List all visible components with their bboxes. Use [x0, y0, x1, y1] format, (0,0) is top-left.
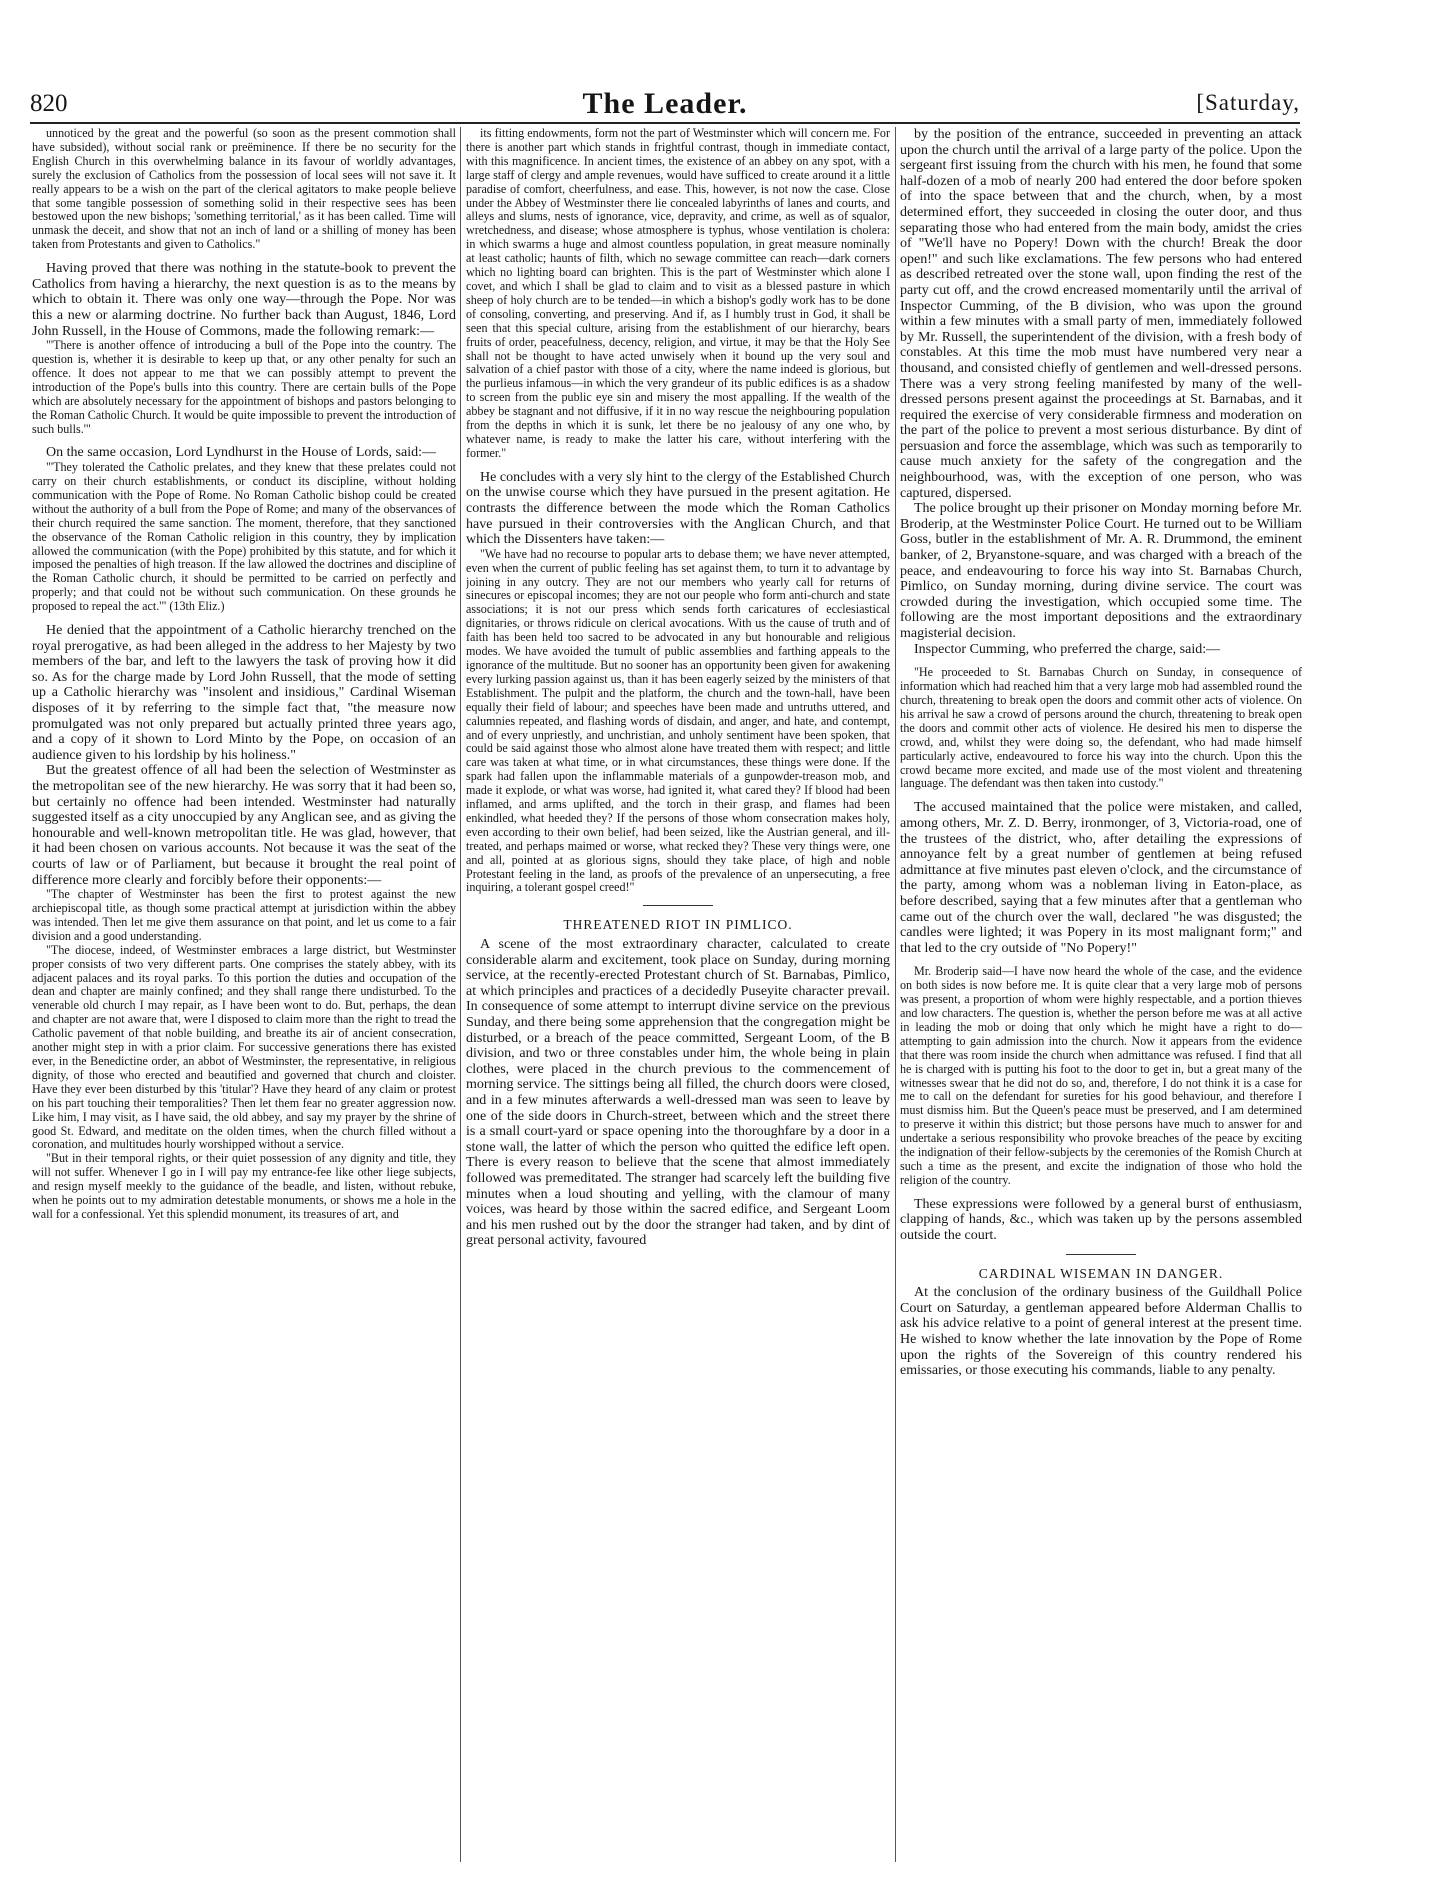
section-heading: THREATENED RIOT IN PIMLICO.: [563, 917, 793, 933]
paragraph: "'There is another offence of introducing a bull of the Pope into the country. The question is, whether it is desirable to keep up that, or any other penalty for such an offence. It does not appear to me that we can possibly attempt to prevent the introduction of the Pope's bulls into this country. There are certain bulls of the Pope which are absolutely necessary for the appointment of bishops and pastors belonging to the Roman Catholic Church. It would be quite impossible to prevent the introduction of such bulls.'": [32, 338, 456, 436]
column-divider: [460, 127, 461, 1862]
paragraph: "The chapter of Westminster has been the first to protest against the new archiepiscopal title, as though some practical attempt at jurisdiction within the abbey was intended. Then let me give them assurance on that point, and let us come to a fair division and a good understanding.: [32, 887, 456, 943]
article-column-2: [466, 127, 890, 1862]
article-column-3: [900, 127, 1302, 1862]
paragraph: Mr. Broderip said—I have now heard the whole of the case, and the evidence on both sides is now before me. It is quite clear that a very large mob of persons was present, a proportion of whom were highly respectable, and a portion thieves and low characters. The question is, whether the person before me was at all active in leading the mob or doing that only which he might have a right to do—attempting to gain admission into the church. Now it appears from the evidence that there was room inside the church when admittance was refused. I find that all he is charged with is putting his foot to the door to get in, but a great many of the witnesses swear that he did not do so, and, therefore, I do not think it is a case for me to call on the defendant for sureties for his good behaviour, and therefore I must dismiss him. But the Queen's peace must be preserved, and I am determined to preserve it within this district; but those persons have much to answer for and undertake a serious responsibility who provoke breaches of the peace by exciting the indignation of their fellow-subjects by the ceremonies of the Romish Church at such a time as the present, and excite the indignation of those who hold the religion of the country.: [900, 964, 1302, 1187]
paragraph: "The diocese, indeed, of Westminster embraces a large district, but Westminster proper consists of two very different parts. One comprises the stately abbey, with its adjacent palaces and its royal parks. To this portion the duties and occupation of the dean and chapter are mainly confined; and they shall range there undisturbed. To the venerable old church I may repair, as I have been wont to do. But, perhaps, the dean and chapter are not aware that, were I disposed to claim more than the right to tread the Catholic pavement of that noble building, and breathe its air of ancient consecration, another might step in with a prior claim. For successive generations there has existed ever, in the Benedictine order, an abbot of Westminster, the representative, in religious dignity, of those who erected and beautified and governed that church and cloister. Have they ever been disturbed by this 'titular'? Have they heard of any claim or protest on his part touching their temporalities? Then let them fear no greater aggression now. Like him, I may visit, as I have said, the old abbey, and say my prayer by the shrine of good St. Edward, and meditate on the olden times, when the church filled without a coronation, and multitudes hourly worshipped without a service.: [32, 942, 456, 1152]
paragraph: But the greatest offence of all had been the selection of Westminster as the metropolitan see of the new hierarchy. He was sorry that it had been so, but certainly no offence had been intended. Westminster had naturally suggested itself as a city unoccupied by any Anglican see, and as giving the honourable and well-known metropolitan title. He was glad, however, that it had been chosen on various accounts. Not because it was the seat of the courts of law or of Parliament, but because it brought the real point of difference more clearly and forcibly before their opponents:—: [32, 763, 456, 888]
issue-day: [Saturday,: [1196, 90, 1300, 115]
paragraph: unnoticed by the great and the powerful (so soon as the present commotion shall have subsided), without social rank or preëminence. If there be no security for the English Church in this overwhelming balance in its favour of worldly advantages, surely the exclusion of Catholics from the possession of local sees will not save it. It really appears to be a wish on the part of the clerical agitators to make people believe that some tangible possession of something solid in their respective sees has been bestowed upon the new bishops; 'something territorial,' as it has been called. Time will unmask the deceit, and show that not an inch of land or a shilling of money has been taken from Protestants and given to Catholics.": [32, 127, 456, 252]
paragraph: The police brought up their prisoner on Monday morning before Mr. Broderip, at the Westminster Police Court. He turned out to be William Goss, butler in the establishment of Mr. A. R. Drummond, the eminent banker, of 2, Bryanstone-square, and was charged with a breach of the peace, and endeavouring to force his way into St. Barnabas Church, Pimlico, on Sunday morning, during divine service. The court was crowded during the investigation, which occupied some time. The following are the most important depositions and the extraordinary magisterial decision.: [900, 501, 1302, 641]
paragraph: "But in their temporal rights, or their quiet possession of any dignity and title, they will not suffer. Whenever I go in I will pay my entrance-fee like other liege subjects, and resign myself meekly to the guidance of the beadle, and listen, without rebuke, when he points out to my admiration detestable monuments, or shows me a hole in the wall for a confessional. Yet this splendid monument, its treasures of art, and: [32, 1151, 456, 1221]
paragraph: He denied that the appointment of a Catholic hierarchy trenched on the royal prerogative, as had been alleged in the address to her Majesty by two members of the bar, and left to the lawyers the task of proving how it did so. As for the charge made by Lord John Russell, that the mode of setting up a Catholic hierarchy was "insolent and insidious," Cardinal Wiseman disposes of it by referring to the simple fact that, "the measure now promulgated was not only prepared but actually printed three years ago, and a copy of it shown to Lord Minto by the Pope, on occasion of an audience given to his lordship by his holiness.": [32, 623, 456, 763]
paragraph: At the conclusion of the ordinary business of the Guildhall Police Court on Saturday, a gentleman appeared before Alderman Challis to ask his advice relative to a point of general interest at the present time. He wished to know whether the late innovation by the Pope of Rome upon the rights of the Sovereign of this country rendered his emissaries, or those executing his commands, liable to any penalty.: [900, 1285, 1302, 1379]
paragraph: its fitting endowments, form not the part of Westminster which will concern me. For there is another part which stands in frightful contrast, though in immediate contact, with this magnificence. In ancient times, the existence of an abbey on any spot, with a large staff of clergy and ample revenues, would have sufficed to create around it a little paradise of comfort, cheerfulness, and ease. This, however, is not now the case. Close under the Abbey of Westminster there lie concealed labyrinths of lanes and courts, and alleys and slums, nests of ignorance, vice, depravity, and crime, as well as of squalor, wretchedness, and disease; whose atmosphere is typhus, whose ventilation is cholera: in which swarms a huge and almost countless population, in great measure nominally at least catholic; haunts of filth, which no sewage committee can reach—dark corners which no lighting board can brighten. This is the part of Westminster which alone I covet, and which I shall be glad to claim and to visit as a blessed pasture in which sheep of holy church are to be tended—in which a bishop's godly work has to be done of consoling, converting, and preserving. And if, as I humbly trust in God, it shall be seen that this special culture, arising from the establishment of our hierarchy, bears fruits of order, peacefulness, decency, religion, and virtue, it may be that the Holy See shall not be thought to have acted unwisely when it bound up the very soul and salvation of a chief pastor with those of a city, where the name indeed is glorious, but the purlieus infamous—in which the very grandeur of its public edifices is as a shadow to screen from the public eye sin and misery the most appalling. If the wealth of the abbey be stagnant and not diffusive, if it in no way rescue the neighbouring population from the depths in which it is sunk, let there be no jealousy of any one who, by whatever name, is ready to make the latter his care, without interfering with the former.": [466, 127, 890, 460]
paragraph: "We have had no recourse to popular arts to debase them; we have never attempted, even when the current of public feeling has set against them, to turn it to advantage by joining in any outcry. They are not our members who yearly call for returns of sinecures or episcopal incomes; they are not our people who form anti-church and state associations; it is not our press which sends forth caricatures of ecclesiastical dignitaries, or throws ridicule on clerical avocations. With us the cause of truth and of faith has been held too sacred to be advocated in any but honourable and religious modes. We have avoided the tumult of public assemblies and farthing appeals to the ignorance of the multitude. But no sooner has an opportunity been given for awakening every lurking passion against us, than it has been eagerly seized by the ministers of that Establishment. The pulpit and the platform, the church and the town-hall, have been equally their field of labour; and speeches have been made and untruths uttered, and calumnies repeated, and flashing words of disdain, and anger, and hate, and contempt, and of every unpriestly, and unchristian, and unholy sentiment have been spoken, that could be said against those who almost alone have treated them with respect; and little care was taken at what time, or in what circumstances, these things were done. If the spark had fallen upon the inflammable materials of a gunpowder-treason mob, and made it explode, or what was worse, had ignited it, what cared they? If blood had been inflamed, and arms uplifted, and the torch in their grasp, and flames had been enkindled, what heeded they? If the persons of those whom consecration makes holy, even according to their own belief, had been seized, like the Austrian general, and ill-treated, and perhaps maimed or worse, what recked they? These very things were, one and all, pointed at as glorious signs, should they take place, of high and noble Protestant feeling in the land, as proofs of the prevalence of an unpersecuting, a free inquiring, a tolerant gospel creed!": [466, 546, 890, 895]
paragraph: These expressions were followed by a general burst of enthusiasm, clapping of hands, &c., which was taken up by the persons assembled outside the court.: [900, 1196, 1302, 1243]
section-rule: [1066, 1254, 1136, 1255]
paragraph: by the position of the entrance, succeeded in preventing an attack upon the church until the arrival of a large party of the police. Upon the sergeant first issuing from the church with his men, he found that some half-dozen of a mob of nearly 200 had entered the door before spoken of into the space between that and the church, when, by a most determined effort, they succeeded in closing the outer door, and thus separating those who had entered from the main body, amidst the cries of "We'll have no Popery! Down with the church! Break the door open!" and such like exclamations. The few persons who had entered as described retreated over the stone wall, upon finding the rest of the party cut off, and the crowd encreased momentarily until the arrival of Inspector Cumming, of the B division, who was upon the ground within a few minutes with a small party of men, immediately followed by Mr. Russell, the superintendent of the division, with a fresh body of constables. At this time the mob must have numbered very near a thousand, and consisted chiefly of gentlemen and well-dressed persons. There was a very strong feeling manifested by many of the well-dressed persons present against the proceedings at St. Barnabas, and it required the exercise of very considerable firmness and moderation on the part of the police to prevent a most serious disturbance. By dint of persuasion and force the assemblage, which was such as temporarily to cause much anxiety for the safety of the congregation and the neighbourhood, was, with the exception of one person, who was captured, dispersed.: [900, 127, 1302, 501]
paragraph: A scene of the most extraordinary character, calculated to create considerable alarm and excitement, took place on Sunday, during morning service, at the recently-erected Protestant church of St. Barnabas, Pimlico, at which principles and practices of a decidedly Puseyite character prevail. In consequence of some attempt to interrupt divine service on the previous Sunday, and there being some apprehension that the congregation might be disturbed, or a breach of the peace committed, Sergeant Loom, of the B division, and two or three constables under him, the whole being in plain clothes, were placed in the church previous to the commencement of morning service. The sittings being all filled, the church doors were closed, and in a few minutes afterwards a well-dressed man was seen to leave by one of the side doors in Church-street, between which and the street there is a small court-yard or space opening into the thoroughfare by a door in a stone wall, the latter of which the person who quitted the edifice left open. There is every reason to believe that the scene that almost immediately followed was premeditated. The stranger had scarcely left the building five minutes when a loud shouting and yelling, with the clamour of many voices, was heard by those within the sacred edifice, and Sergeant Loom and his men rushed out by the door the stranger had taken, and by dint of great personal activity, favoured: [466, 937, 890, 1249]
paragraph: On the same occasion, Lord Lyndhurst in the House of Lords, said:—: [46, 445, 436, 461]
paragraph: Having proved that there was nothing in the statute-book to prevent the Catholics from having a hierarchy, the next question is as to the means by which to obtain it. There was only one way—through the Pope. Nor was this a new or alarming doctrine. No further back than August, 1846, Lord John Russell, in the House of Commons, made the following remark:—: [32, 261, 456, 339]
section-heading: CARDINAL WISEMAN IN DANGER.: [978, 1265, 1224, 1281]
paragraph: "'They tolerated the Catholic prelates, and they knew that these prelates could not carry on their church establishments, or conduct its discipline, without holding communication with the Pope of Rome. No Roman Catholic bishop could be created without the authority of a bull from the Pope of Rome; and many of the observances of their church required the same sanction. The moment, therefore, that they sanctioned the observance of the Roman Catholic religion in this country, they by implication allowed the communication (with the Pope) prohibited by this statute, and for which it imposed the penalties of high treason. If the law allowed the doctrines and discipline of the Roman Catholic church, it should be permitted to be carried on perfectly and properly; and that could not be without such communication. On these grounds he proposed to repeal the act.'" (13th Eliz.): [32, 460, 456, 614]
header-rule: [30, 122, 1300, 124]
paragraph: He concludes with a very sly hint to the clergy of the Established Church on the unwise course which they have pursued in the present agitation. He contrasts the difference between the mode which the Roman Catholics have pursued in their controversies with the Anglican Church, and that which the Dissenters have taken:—: [466, 469, 890, 548]
paragraph: Inspector Cumming, who preferred the charge, said:—: [914, 641, 1221, 657]
column-divider: [895, 127, 896, 1862]
masthead: [30, 87, 1300, 130]
page-number: 820: [30, 90, 68, 117]
paragraph: The accused maintained that the police were mistaken, and called, among others, Mr. Z. D. Berry, ironmonger, of 3, Victoria-road, one of the trustees of the district, who, after detailing the expressions of annoyance felt by a great number of gentlemen at being refused admittance at five minutes past eleven o'clock, and the circumstance of the party, among whom was a nobleman living in Eaton-place, as before described, saying that a few minutes after that a gentleman who came out of the church over the wall, declared "he was disgusted; the candles were lighted; it was Popery in its most malignant form;" and that led to the cry outside of "No Popery!": [900, 800, 1302, 956]
article-column-1: [32, 127, 456, 1862]
newspaper-title: The Leader.: [582, 87, 748, 120]
section-rule: [643, 905, 713, 906]
paragraph: "He proceeded to St. Barnabas Church on Sunday, in consequence of information which had reached him that a very large mob had assembled round the church, threatening to break open the doors and commit other acts of violence. On his arrival he saw a crowd of persons around the church, threatening to break open the doors and commit other acts of violence. He desired his men to disperse the crowd, and, whilst they were doing so, the defendant, who had made himself particularly active, endeavoured to force his way into the church. Upon this the crowd became more excited, and made use of the most violent and threatening language. The defendant was then taken into custody.": [900, 665, 1302, 791]
